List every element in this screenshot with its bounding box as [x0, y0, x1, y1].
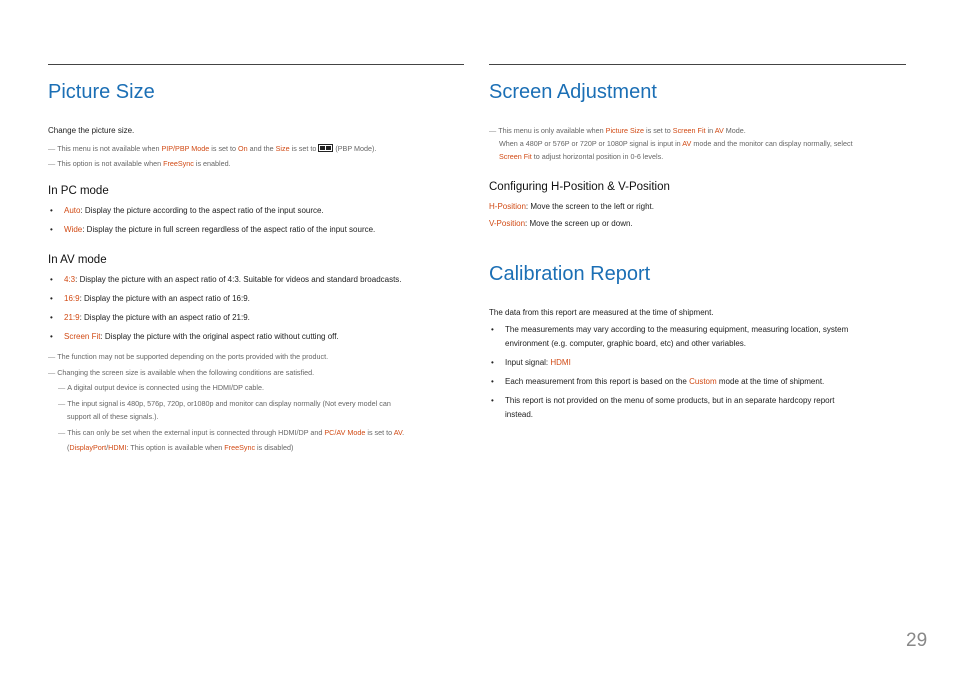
note-dash: —	[48, 159, 56, 168]
note-screen-fit: — This menu is only available when Picture Size is set to Screen Fit in AV Mode.	[489, 126, 746, 135]
footnote-conditions: — Changing the screen size is available when the following conditions are satisfied.	[48, 368, 315, 377]
footnote-input-signal-cont: support all of these signals.).	[67, 412, 159, 421]
calibration-report-title: Calibration Report	[489, 263, 651, 285]
note-screen-fit-cont2: Screen Fit to adjust horizontal position in 0-6 levels.	[499, 152, 664, 161]
list-item: • Wide: Display the picture in full screen regardless of the aspect ratio of the input source.	[48, 223, 375, 237]
h-v-position-heading: Configuring H-Position & V-Position	[489, 181, 670, 193]
note-dash: —	[48, 352, 56, 361]
footnote-input-signal: — The input signal is 480p, 576p, 720p, or1080p and monitor can display normally (Not every model can	[58, 399, 391, 408]
top-rule	[48, 64, 464, 65]
av-mode-heading: In AV mode	[48, 254, 107, 266]
list-item: • Auto: Display the picture according to the aspect ratio of the input source.	[48, 204, 324, 218]
list-item: • 21:9: Display the picture with an aspect ratio of 21:9.	[48, 311, 250, 325]
pbp-mode-icon	[318, 144, 333, 152]
top-rule	[489, 64, 906, 65]
picture-size-intro: Change the picture size.	[48, 126, 135, 135]
note-freesync: — This option is not available when FreeSync is enabled.	[48, 159, 231, 168]
list-item: • Input signal: HDMI	[489, 356, 571, 370]
note-dash: —	[489, 126, 497, 135]
page-number: 29	[906, 630, 928, 651]
footnote-external-input-cont: (DisplayPort/HDMI: This option is available when FreeSync is disabled)	[67, 443, 294, 452]
note-dash: —	[58, 383, 66, 392]
calibration-intro: The data from this report are measured at the time of shipment.	[489, 308, 714, 317]
note-dash: —	[58, 428, 66, 437]
h-position-item: H-Position: Move the screen to the left or right.	[489, 202, 654, 211]
screen-adjustment-title: Screen Adjustment	[489, 81, 657, 103]
note-dash: —	[48, 144, 56, 153]
list-item: • Each measurement from this report is based on the Custom mode at the time of shipment.	[489, 375, 824, 389]
v-position-item: V-Position: Move the screen up or down.	[489, 219, 633, 228]
list-item: • The measurements may vary according to the measuring equipment, measuring location, system environment (e.g. computer, graphic board, etc) and other variables.	[489, 323, 848, 351]
note-dash: —	[48, 368, 56, 377]
pc-mode-heading: In PC mode	[48, 185, 109, 197]
picture-size-title: Picture Size	[48, 81, 155, 103]
list-item: • 4:3: Display the picture with an aspect ratio of 4:3. Suitable for videos and standard broadcasts.	[48, 273, 402, 287]
note-pip-pbp: — This menu is not available when PIP/PBP Mode is set to On and the Size is set to (PBP Mode).	[48, 144, 377, 153]
list-item: • 16:9: Display the picture with an aspect ratio of 16:9.	[48, 292, 250, 306]
footnote-digital-output: — A digital output device is connected using the HDMI/DP cable.	[58, 383, 265, 392]
note-screen-fit-cont: When a 480P or 576P or 720P or 1080P signal is input in AV mode and the monitor can display normally, select	[499, 139, 853, 148]
footnote-external-input: — This can only be set when the external input is connected through HDMI/DP and PC/AV Mode is set to AV.	[58, 428, 405, 437]
list-item: • Screen Fit: Display the picture with the original aspect ratio without cutting off.	[48, 330, 339, 344]
note-dash: —	[58, 399, 66, 408]
footnote-ports: — The function may not be supported depending on the ports provided with the product.	[48, 352, 329, 361]
list-item: • This report is not provided on the menu of some products, but in an separate hardcopy report instead.	[489, 394, 835, 422]
